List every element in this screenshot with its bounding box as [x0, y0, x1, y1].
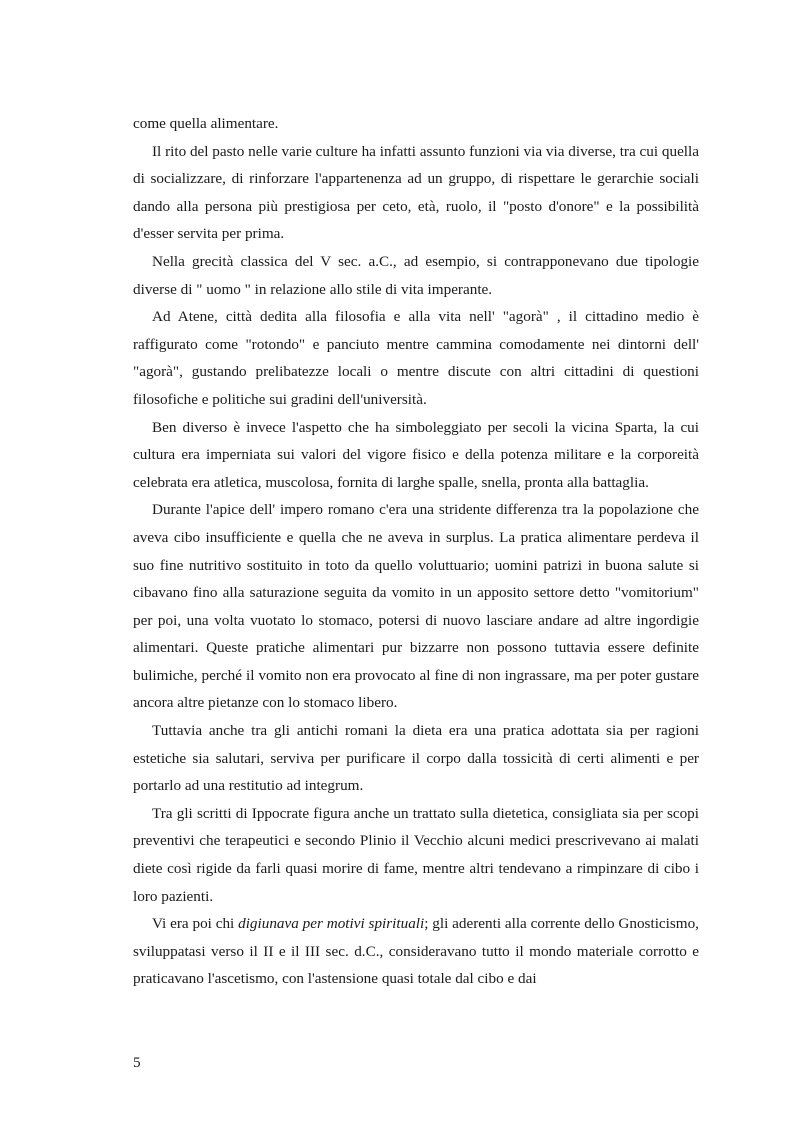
paragraph-antichi-romani: Tuttavia anche tra gli antichi romani la dieta era una pratica adottata sia per ragioni estetiche sia salutari, serviva per purificare il corpo dalla tossicità di certi alimenti e per portarlo ad una restitutio ad integrum.: [133, 722, 699, 795]
document-body: [133, 110, 699, 993]
paragraph-rest-text: ; gli aderenti alla corrente dello Gnosticismo, sviluppatasi verso il II e il III sec. d.C., consideravano tutto il mondo materiale corrotto e praticavano l'ascetismo, con l'astensione quasi totale dal cibo e dai: [133, 915, 699, 988]
paragraph-lead-text: Vi era poi chi: [152, 915, 239, 933]
paragraph-ippocrate: Tra gli scritti di Ippocrate figura anche un trattato sulla dietetica, consigliata sia per scopi preventivi che terapeutici e secondo Plinio il Vecchio alcuni medici prescrivevano ai malati diete così rigide da farli quasi morire di fame, mentre altri tendevano a rimpinzare di cibo i loro pazienti.: [133, 804, 699, 905]
paragraph-sparta: Ben diverso è invece l'aspetto che ha simboleggiato per secoli la vicina Sparta, la cui cultura era imperniata sui valori del vigore fisico e della potenza militare e la corporeità celebrata era atletica, muscolosa, fornita di larghe spalle, snella, pronta alla battaglia.: [133, 418, 699, 491]
paragraph-grecita-classica: Nella grecità classica del V sec. a.C., ad esempio, si contrapponevano due tipologie diverse di " uomo " in relazione allo stile di vita imperante.: [133, 252, 699, 298]
paragraph-atene: Ad Atene, città dedita alla filosofia e alla vita nell' "agorà" , il cittadino medio è raffigurato come "rotondo" e panciuto mentre cammina comodamente nei dintorni dell' "agorà", gustando prelibatezze locali o mentre discute con altri cittadini di questioni filosofiche e politiche sui gradini dell'università.: [133, 308, 699, 408]
paragraph-digiuno-spirituale: [133, 910, 699, 993]
paragraph-rito-del-pasto: Il rito del pasto nelle varie culture ha infatti assunto funzioni via via diverse, tra cui quella di socializzare, di rinforzare l'appartenenza ad un gruppo, di rispettare le gerarchie sociali dando alla persona più prestigiosa per ceto, età, ruolo, il "posto d'onore" e la possibilità d'esser servita per prima.: [133, 142, 699, 243]
emphasized-text: digiunava per motivi spirituali: [238, 915, 425, 933]
paragraph-continuation: come quella alimentare.: [133, 115, 279, 132]
paragraph-impero-romano: Durante l'apice dell' impero romano c'era una stridente differenza tra la popolazione che aveva cibo insufficiente e quella che ne aveva in surplus. La pratica alimentare perdeva il suo fine nutritivo sostituito in toto da quello voluttuario; uomini patrizi in buona salute si cibavano fino alla saturazione seguita da vomito in un apposito settore detto "vomitorium" per poi, una volta vuotato lo stomaco, potersi di nuovo lasciare andare ad altre ingordigie alimentari. Queste pratiche alimentari pur bizzarre non possono tuttavia essere definite bulimiche, perché il vomito non era provocato al fine di non ingrassare, ma per poter gustare ancora altre pietanze con lo stomaco libero.: [133, 501, 699, 712]
page-number: 5: [133, 1054, 141, 1071]
